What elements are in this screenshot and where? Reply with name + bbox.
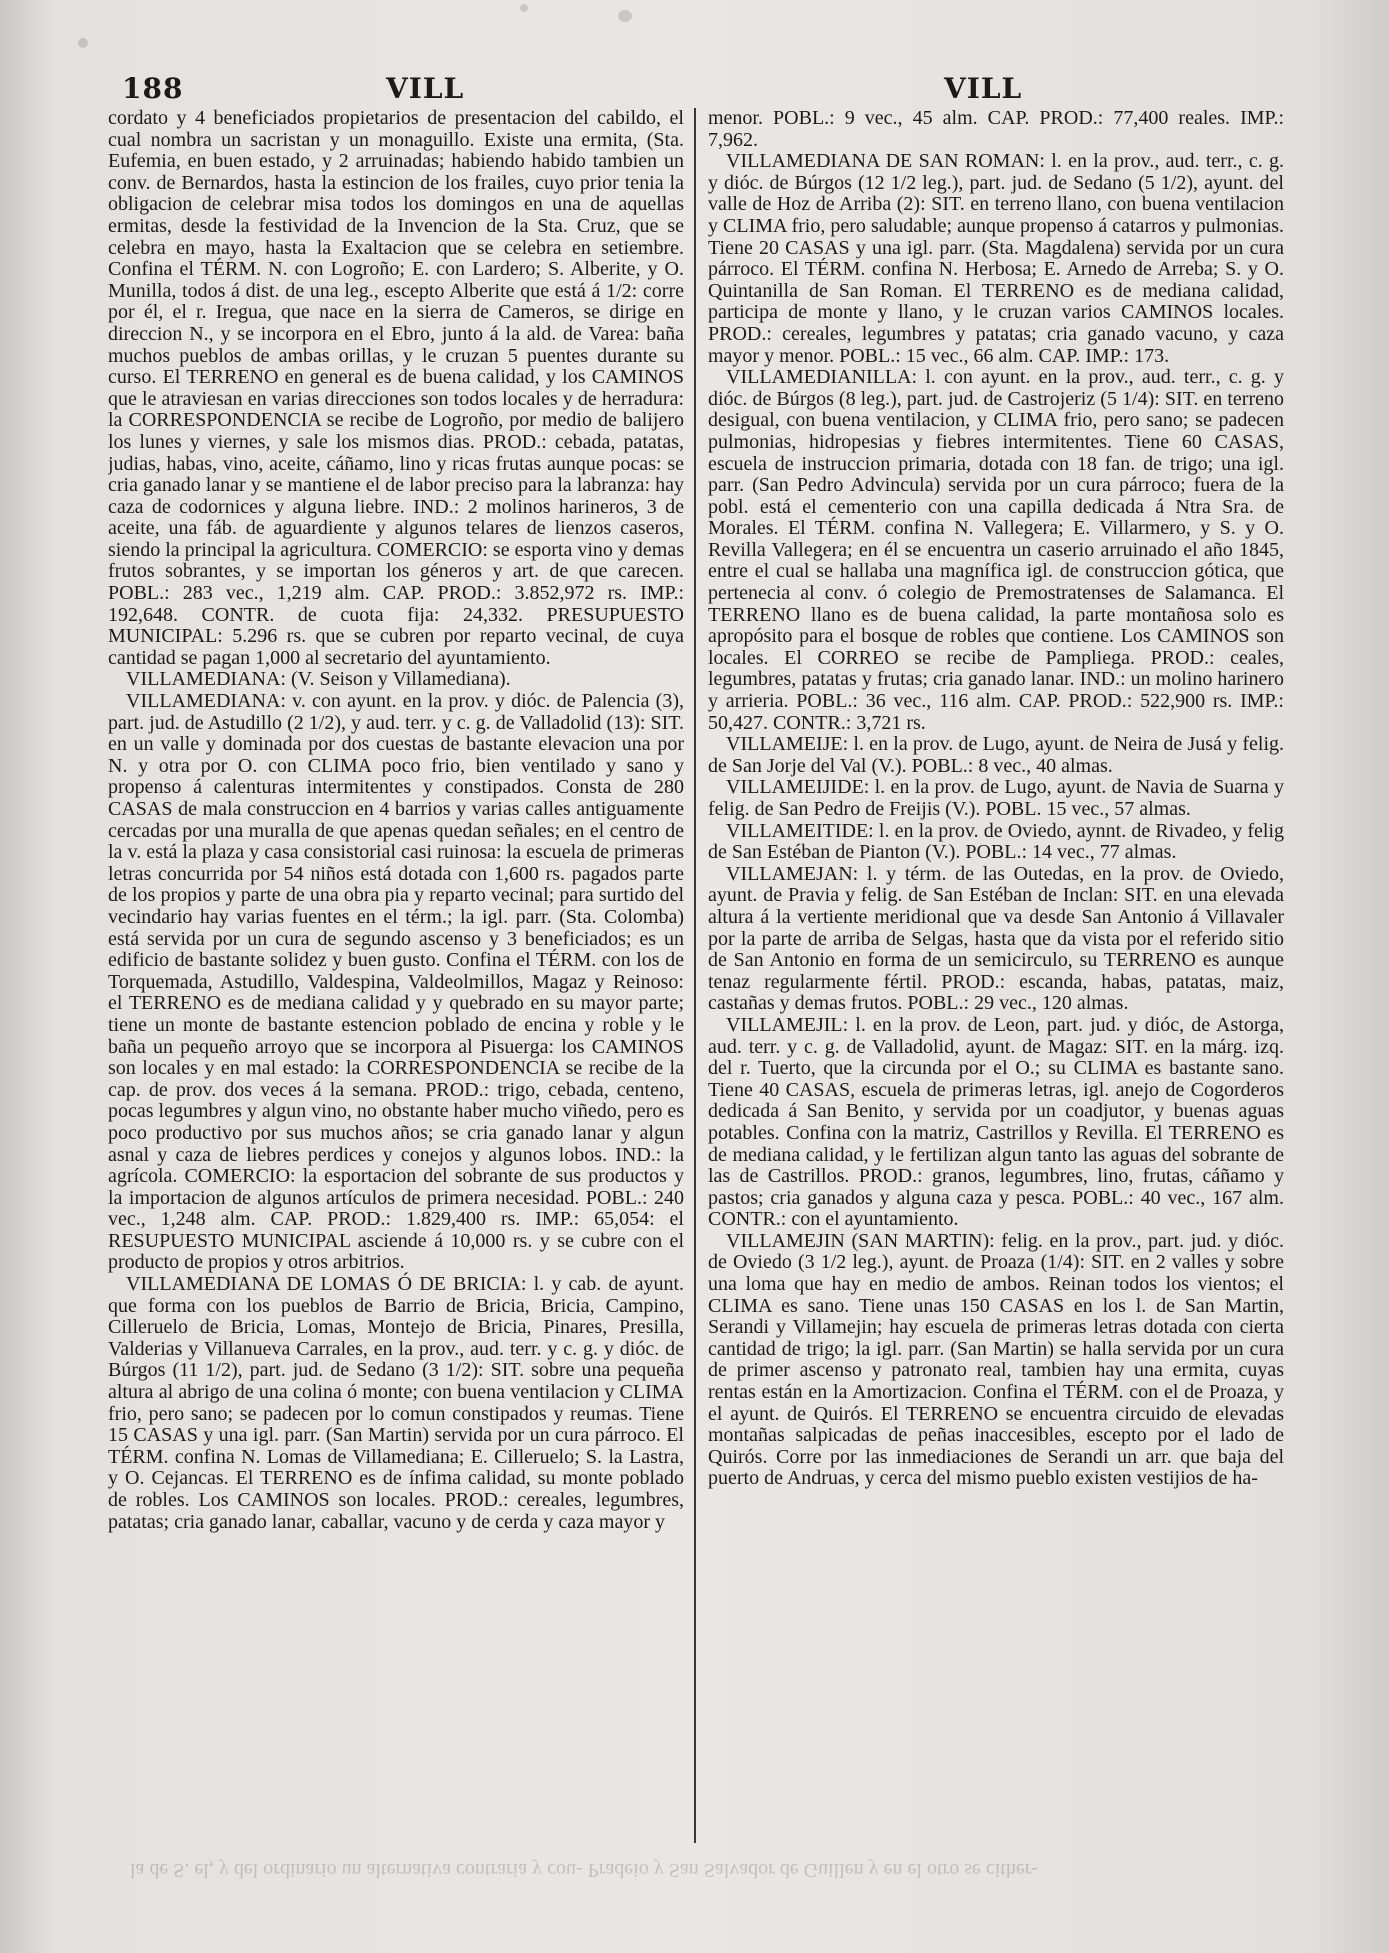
entry-villameitide: VILLAMEITIDE: l. en la prov. de Oviedo, aynnt. de Rivadeo, y felig de San Estéban de Pianton (V.). POBL.: 14 vec., 77 almas.: [708, 819, 1284, 864]
right-column: [708, 108, 1284, 1843]
page-number: 188: [122, 72, 184, 105]
entry-continuation: cordato y 4 beneficiados propietarios de presentacion del cabildo, el cual nombra un sacristan y un monaguillo. Existe una ermita, (Sta. Eufemia, en buen estado, y 2 arruinadas; habiendo habido tambien un conv. de Bernardos, hasta la estincion de los frailes, cuyo prior tenia la obligacion de celebrar misa todos los domingos en una de aquellas ermitas, desde la festividad de la Invencion de la Sta. Cruz, que se celebra en mayo, hasta la Exaltacion que se celebra en setiembre. Confina el TÉRM. N. con Logroño; E. con Lardero; S. Alberite, y O. Munilla, todos á dist. de una leg., escepto Alberite que está á 1/2: corre por él, el r. Iregua, que nace en la sierra de Cameros, se dirige en direccion N., y se incorpora en el Ebro, junto á la ald. de Varea: baña muchos pueblos de ambas orillas, y le cruzan 5 puentes durante su curso. El TERRENO en general es de buena calidad, y los CAMINOS que le atraviesan en varias direcciones son todos locales y de herradura: la CORRESPONDENCIA se recibe de Logroño, por medio de balijero los lunes y viernes, y sale los mismos dias. PROD.: cebada, patatas, judias, habas, vino, aceite, cáñamo, lino y ricas frutas aunque pocas: se cria ganado lanar y se mantiene el de labor preciso para la labranza: hay caza de codornices y alguna liebre. IND.: 2 molinos harineros, 3 de aceite, una fáb. de aguardiente y algunos telares de lienzos caseros, siendo la principal la agricultura. COMERCIO: se esporta vino y demas frutos sobrantes, y se importan los géneros y art. de que carecen. POBL.: 283 vec., 1,219 alm. CAP. PROD.: 3.852,972 rs. IMP.: 192,648. CONTR. de cuota fija: 24,332. PRESUPUESTO MUNICIPAL: 5.296 rs. que se cubren por reparto vecinal, de cuya cantidad se pagan 1,000 al secretario del ayuntamiento.: [108, 108, 684, 669]
entry-villamediana-de-lomas: VILLAMEDIANA DE LOMAS Ó DE BRICIA: l. y cab. de ayunt. que forma con los pueblos de Barrio de Bricia, Bricia, Campino, Cilleruelo de Bricia, Lomas, Montejo de Bricia, Pinares, Presilla, Valderias y Villanueva Carrales, en la prov., aud. terr. y c. g. y dióc. de Búrgos (11 1/2), part. jud. de Sedano (3 1/2): SIT. sobre una pequeña altura al abrigo de una colina ó monte; con buena ventilacion y CLIMA frio, pero sano; se padecen por lo comun constipados y reumas. Tiene 15 CASAS y una igl. parr. (San Martin) servida por un cura párroco. El TÉRM. confina N. Lomas de Villamediana; E. Cilleruelo; S. la Lastra, y O. Cejancas. El TERRENO es de ínfima calidad, su monte poblado de robles. Los CAMINOS son locales. PROD.: cereales, legumbres, patatas; cria ganado lanar, caballar, vacuno y de cerda y caza mayor y: [108, 1273, 684, 1533]
column-divider: [694, 108, 696, 1843]
right-running-head: VILL: [944, 72, 1023, 105]
entry-villamediana-ref: VILLAMEDIANA: (V. Seison y Villamediana).: [126, 668, 511, 691]
left-running-head: VILL: [386, 72, 465, 105]
entry-villamejan: VILLAMEJAN: l. y térm. de las Outedas, en la prov. de Oviedo, ayunt. de Pravia y felig. de San Estéban de Inclan: SIT. en una elevada altura á la vertiente meridional que va desde San Antonio á Villavaler por la parte de arriba de Selgas, hasta que da vista por el referido sitio de San Antonio en forma de un semicirculo, su TERRENO es aunque tenaz regularmente fértil. PROD.: escanda, habas, patatas, maiz, castañas y demas frutos. POBL.: 29 vec., 120 almas.: [708, 862, 1284, 1015]
bleed-through-text: la de S. el, y del ordinario un alternativa contraria y cou- Pradeio y San Salvador de Guillen y en el otro se cither-: [130, 1859, 1038, 1881]
entry-villamejin: VILLAMEJIN (SAN MARTIN): felig. en la prov., part. jud. y dióc. de Oviedo (3 1/2 leg.), ayunt. de Proaza (1/4): SIT. en 2 valles y sobre una loma que hay en medio de ambos. Reinan todos los vientos; el CLIMA es sano. Tiene unas 150 CASAS en los l. de San Martin, Serandi y Villamejin; hay escuela de primeras letras dotada con cierta cantidad de trigo; la igl. parr. (San Martin) se halla servida por un cura de primer ascenso y patronato real, tambien hay una ermita, cuyas rentas están en la Amortizacion. Confina el TÉRM. con el de Proaza, y el ayunt. de Quirós. El TERRENO se encuentra circuido de elevadas montañas salpicadas de peñas inaccesibles, escepto por el lado de Quirós. Corre por las inmediaciones de Serandi un arr. que baja del puerto de Andruas, y cerca del mismo pueblo existen vestijios de ha-: [708, 1229, 1284, 1490]
entry-villamejil: VILLAMEJIL: l. en la prov. de Leon, part. jud. y dióc, de Astorga, aud. terr. y c. g. de Valladolid, ayunt. de Magaz: SIT. en la márg. izq. del r. Tuerto, que la circunda por el O.; su CLIMA es bastante sano. Tiene 40 CASAS, escuela de primeras letras, igl. anejo de Cogorderos dedicada á San Benito, y servida por un coadjutor, y buenas aguas potables. Confina con la matriz, Castrillos y Revilla. El TERRENO es de mediana calidad, y le fertilizan algun tanto las aguas del sobrante de las de Castrillos. PROD.: granos, legumbres, lino, frutas, cáñamo y pastos; cria ganados y alguna caza y pesca. POBL.: 40 vec., 167 alm. CONTR.: con el ayuntamiento.: [708, 1013, 1284, 1231]
stain: [618, 10, 632, 22]
entry-villamediana-de-san-roman: VILLAMEDIANA DE SAN ROMAN: l. en la prov., aud. terr., c. g. y dióc. de Búrgos (12 1/2 leg.), part. jud. de Sedano (5 1/2), ayunt. del valle de Hoz de Arriba (2): SIT. en terreno llano, con buena ventilacion y CLIMA frio, pero saludable; aunque propenso á catarros y pulmonias. Tiene 20 CASAS y una igl. parr. (Sta. Magdalena) servida por un cura párroco. El TÉRM. confina N. Herbosa; E. Arnedo de Arreba; S. y O. Quintanilla de San Roman. El TERRENO es de mediana calidad, participa de monte y llano, y le cruzan varios CAMINOS locales. PROD.: cereales, legumbres y patatas; cria ganado vacuno, y caza mayor y menor. POBL.: 15 vec., 66 alm. CAP. IMP.: 173.: [708, 150, 1284, 367]
stain: [78, 38, 88, 48]
entry-villamedianilla: VILLAMEDIANILLA: l. con ayunt. en la prov., aud. terr., c. g. y dióc. de Búrgos (8 leg.), part. jud. de Castrojeriz (5 1/4): SIT. en terreno desigual, con buena ventilacion, y CLIMA frio, pero sano; se padecen pulmonias, hidropesias y fiebres intermitentes. Tiene 60 CASAS, escuela de instruccion primaria, dotada con 18 fan. de trigo; una igl. parr. (San Pedro Advincula) servida por un cura párroco; fuera de la pobl. está el cementerio con una capilla dedicada á Ntra Sra. de Morales. El TÉRM. confina N. Vallegera; E. Villarmero, y S. y O. Revilla Vallegera; en él se encuentra un caserio arruinado el año 1845, entre el cual se hallaba una magnífica igl. de construccion gótica, que pertenecia al conv. ó colegio de Premostratenses de Salamanca. El TERRENO llano es de buena calidad, la parte montañosa solo es apropósito para el bosque de robles que contiene. Los CAMINOS son locales. El CORREO se recibe de Pampliega. PROD.: ceales, legumbres, patatas y frutas; cria ganado lanar. IND.: un molino harinero y arrieria. POBL.: 36 vec., 116 alm. CAP. PROD.: 522,900 rs. IMP.: 50,427. CONTR.: 3,721 rs.: [708, 366, 1284, 734]
left-column: [108, 108, 684, 1843]
stain: [520, 4, 528, 12]
entry-villameije: VILLAMEIJE: l. en la prov. de Lugo, ayunt. de Neira de Jusá y felig. de San Jorje del Val (V.). POBL.: 8 vec., 40 almas.: [708, 733, 1284, 777]
entry-villamediana: VILLAMEDIANA: v. con ayunt. en la prov. y dióc. de Palencia (3), part. jud. de Astudillo (2 1/2), y aud. terr. y c. g. de Valladolid (13): SIT. en un valle y dominada por dos cuestas de bastante elevacion una por N. y otra por O. con CLIMA poco frio, bien ventilado y sano y propenso á calenturas intermitentes y constipados. Consta de 280 CASAS de mala construccion en 4 barrios y varias calles antiguamente cercadas por una muralla de que apenas quedan señales; en el centro de la v. está la plaza y casa consistorial casi ruinosa: la escuela de primeras letras concurrida por 54 niños está dotada con 1,600 rs. pagados parte de los propios y parte de una obra pia y reparto vecinal; para surtido del vecindario hay varias fuentes en el térm.; la igl. parr. (Sta. Colomba) está servida por un cura de segundo ascenso y 3 beneficiados; es un edificio de bastante solidez y buen gusto. Confina el TÉRM. con los de Torquemada, Astudillo, Valdespina, Valdeolmillos, Magaz y Reinoso: el TERRENO es de mediana calidad y y quebrado en su mayor parte; tiene un monte de bastante estencion poblado de encina y roble y le baña un pequeño arroyo que se incorpora al Pisuerga: los CAMINOS son locales y en mal estado: la CORRESPONDENCIA se recibe de la cap. de prov. dos veces á la semana. PROD.: trigo, cebada, centeno, pocas legumbres y algun vino, no obstante haber mucho viñedo, pero es poco productivo por sus muchos años; se cria ganado lanar y algun asnal y caza de liebres perdices y conejos y algunos lobos. IND.: la agrícola. COMERCIO: la esportacion del sobrante de sus productos y la importacion de algunos artículos de primera necesidad. POBL.: 240 vec., 1,248 alm. CAP. PROD.: 1.829,400 rs. IMP.: 65,054: el RESUPUESTO MUNICIPAL asciende á 10,000 rs. y se cubre con el producto de propios y otros arbitrios.: [108, 690, 684, 1274]
entry-continuation: menor. POBL.: 9 vec., 45 alm. CAP. PROD.: 77,400 reales. IMP.: 7,962.: [708, 108, 1284, 151]
entry-villameijide: VILLAMEIJIDE: l. en la prov. de Lugo, ayunt. de Navia de Suarna y felig. de San Pedro de Freijis (V.). POBL. 15 vec., 57 almas.: [708, 776, 1284, 820]
